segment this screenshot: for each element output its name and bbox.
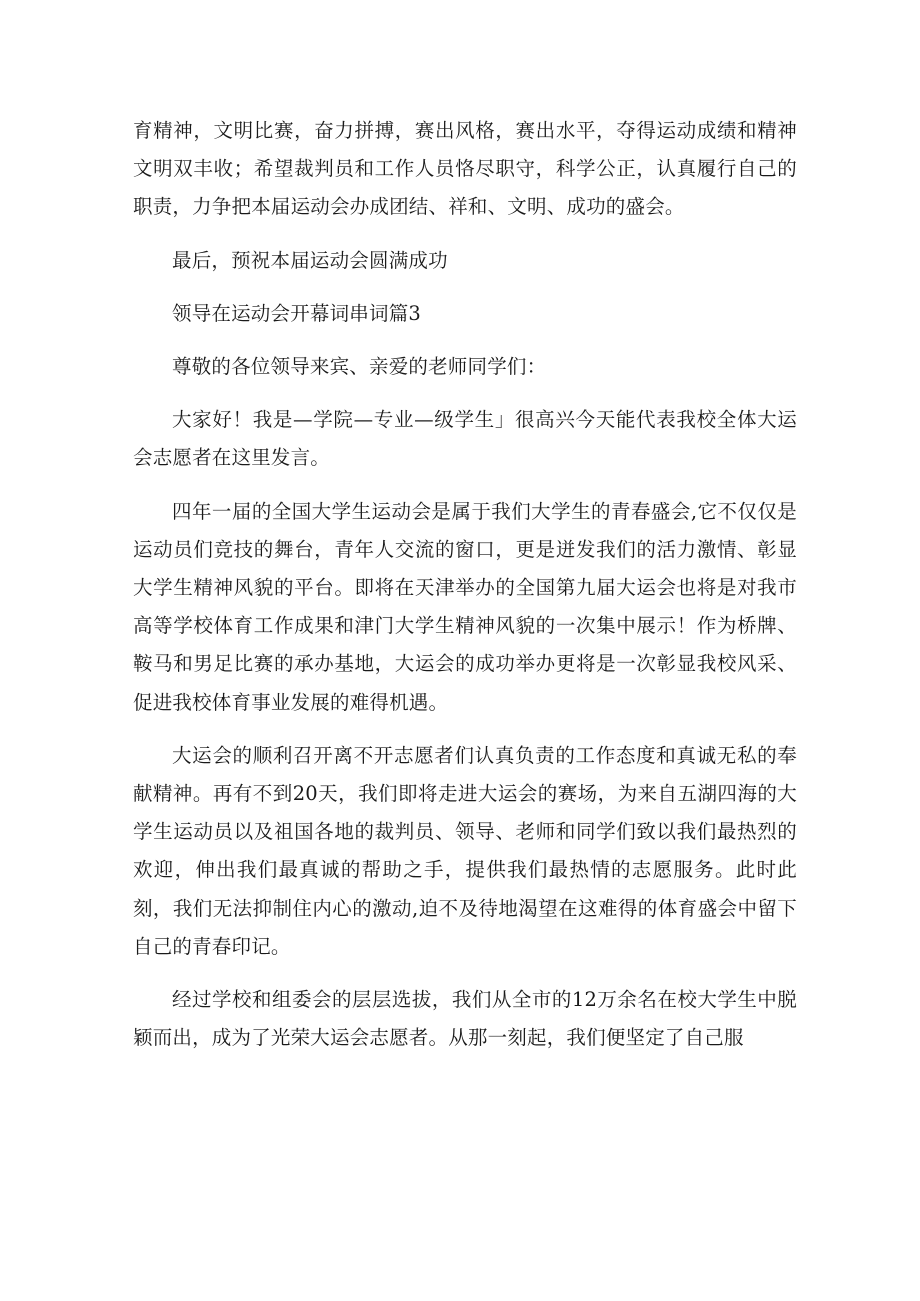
paragraph-closing-wish: 最后，预祝本届运动会圆满成功: [172, 248, 448, 272]
paragraph-body-2: 大运会的顺利召开离不开志愿者们认真负责的工作态度和真诚无私的奉献精神。再有不到20天，我们即将走进大运会的赛场，为来自五湖四海的大学生运动员以及祖国各地的裁判员、领导、老师和同学们致以我们最热烈的欢迎，伸出我们最真诚的帮助之手，提供我们最热情的志愿服务。此时此刻，我们无法抑制住内心的激动,迫不及待地渴望在这难得的体育盛会中留下自己的青春印记。: [133, 743, 797, 958]
section-title: 领导在运动会开幕词串词篇3: [172, 301, 422, 325]
paragraph-intro: 大家好！我是—学院—专业—级学生」很高兴今天能代表我校全体大运会志愿者在这里发言。: [133, 408, 797, 470]
paragraph-salutation: 尊敬的各位领导来宾、亲爱的老师同学们：: [172, 355, 547, 379]
paragraph-body-1: 四年一届的全国大学生运动会是属于我们大学生的青春盛会,它不仅仅是运动员们竞技的舞台，青年人交流的窗口，更是迸发我们的活力激情、彰显大学生精神风貌的平台。即将在天津举办的全国第九届大运会也将是对我市高等学校体育工作成果和津门大学生精神风貌的一次集中展示！作为桥牌、鞍马和男足比赛的承办基地，大运会的成功举办更将是一次彰显我校风采、促进我校体育事业发展的难得机遇。: [133, 499, 797, 714]
document-body: [133, 112, 797, 1072]
paragraph-continuation: 育精神，文明比赛，奋力拼搏，赛出风格，赛出水平，夺得运动成绩和精神文明双丰收；希望裁判员和工作人员恪尽职守，科学公正，认真履行自己的职责，力争把本届运动会办成团结、祥和、文明、成功的盛会。: [133, 119, 797, 219]
paragraph-body-3: 经过学校和组委会的层层选拔，我们从全市的12万余名在校大学生中脱颖而出，成为了光荣大运会志愿者。从那一刻起，我们便坚定了自己服: [133, 988, 797, 1050]
